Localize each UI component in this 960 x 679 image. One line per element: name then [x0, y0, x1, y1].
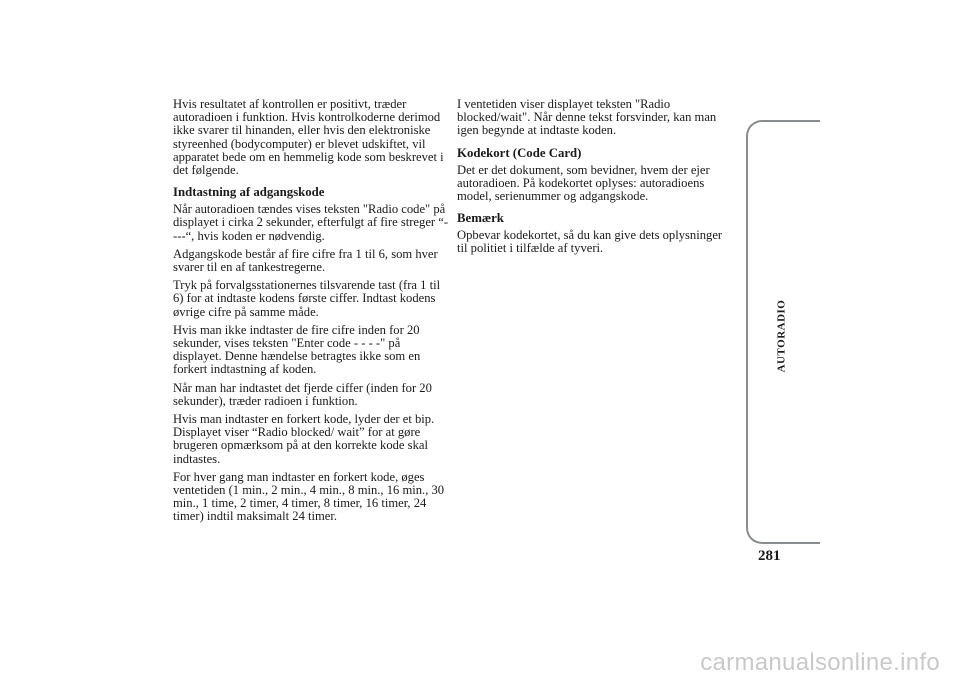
watermark: carmanualsonline.info [700, 649, 940, 676]
body-paragraph: Når autoradioen tændes vises teksten "Radio code" på displayet i cirka 2 sekunder, efterfulgt af fire streger “----“, hvis koden er nødvendig. [173, 202, 449, 243]
body-paragraph: Hvis man indtaster en forkert kode, lyder der et bip. Displayet viser “Radio blocked/ wait” for at gøre brugeren opmærksom på at den korrekte kode skal indtastes. [173, 412, 435, 466]
right-column [457, 98, 729, 261]
body-paragraph: Adgangskode består af fire cifre fra 1 til 6, som hver svarer til en af tankestregerne. [173, 246, 438, 275]
chapter-label [772, 300, 790, 372]
note-paragraph: Opbevar kodekortet, så du kan give dets oplysninger til politiet i tilfælde af tyveri. [457, 228, 723, 256]
page-number: 281 [758, 548, 781, 564]
body-paragraph: Tryk på forvalgsstationernes tilsvarende tast (fra 1 til 6) for at indtaste kodens første ciffer. Indtast kodens øvrige cifre på samme måde. [173, 278, 441, 319]
section-heading-access-code: Indtastning af adgangskode [173, 185, 325, 200]
body-paragraph: Når man har indtastet det fjerde ciffer (inden for 20 sekunder), træder radioen i funktion. [173, 380, 432, 408]
body-paragraph: For hver gang man indtaster en forkert kode, øges ventetiden (1 min., 2 min., 4 min., 8 min., 16 min., 30 min., 1 time, 2 timer, 4 timer, 8 timer, 16 timer, 24 timer) indtil maksimalt 24 timer. [173, 469, 445, 524]
chapter-label-text: AUTORADIO [775, 299, 788, 373]
intro-paragraph: Hvis resultatet af kontrollen er positivt, træder autoradioen i funktion. Hvis kontrolkoderne derimod ikke svarer til hinanden, eller hvis den elektroniske styreenhed (bodycomputer) er blevet udskiftet, vil apparatet bede om en hemmelig kode som beskrevet i det følgende. [173, 97, 444, 178]
body-paragraph: Hvis man ikke indtaster de fire cifre inden for 20 sekunder, vises teksten "Enter code - - - -" på displayet. Denne hændelse betragtes ikke som en forkert indtastning af koden. [173, 322, 421, 377]
section-heading-code-card: Kodekort (Code Card) [457, 145, 582, 160]
section-heading-note: Bemærk [457, 211, 504, 226]
code-card-paragraph: Det er det dokument, som bevidner, hvem der ejer autoradioen. På kodekortet oplyses: autoradioens model, serienummer og adgangskode. [457, 162, 710, 204]
left-column [173, 98, 449, 529]
waiting-paragraph: I ventetiden viser displayet teksten "Radio blocked/wait". Når denne tekst forsvinder, kan man igen begynde at indtaste koden. [457, 97, 717, 138]
